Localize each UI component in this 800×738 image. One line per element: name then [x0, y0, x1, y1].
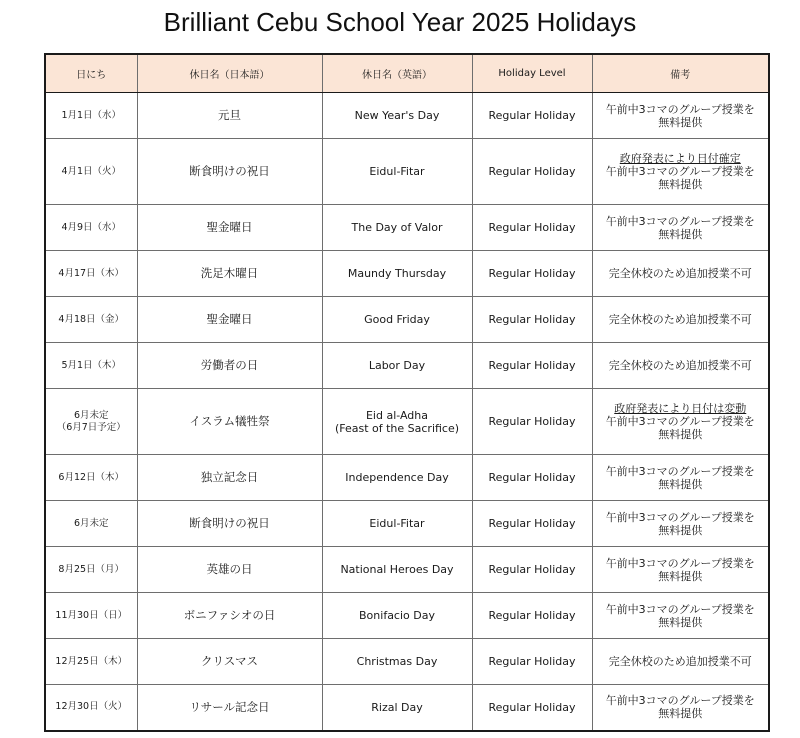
note-line-1: 完全休校のため追加授業不可 [608, 655, 752, 668]
date-text: 4月9日（水） [61, 221, 122, 233]
table-row [45, 639, 769, 685]
note-line-2: 無料提供 [658, 115, 703, 129]
holiday-name-en-cell [322, 297, 472, 343]
notes-cell [592, 639, 769, 685]
holiday-level: Regular Holiday [472, 139, 592, 205]
notes-cell [592, 593, 769, 639]
holiday-name-jp: 独立記念日 [137, 455, 322, 501]
notes-cell [592, 501, 769, 547]
notes-cell [592, 205, 769, 251]
header-holiday-level: Holiday Level [472, 54, 592, 93]
table-row [45, 593, 769, 639]
date-cell [45, 389, 137, 455]
date-cell [45, 639, 137, 685]
date-text: 4月1日（火） [61, 165, 122, 177]
date-cell [45, 139, 137, 205]
holiday-level: Regular Holiday [472, 593, 592, 639]
date-cell [45, 501, 137, 547]
note-line-1: 政府発表により日付は変動 [614, 402, 747, 415]
note-line-1: 午前中3コマのグループ授業を [605, 556, 755, 570]
notes-cell [592, 389, 769, 455]
header-name-en: 休日名（英語） [322, 54, 472, 93]
note-line-1: 午前中3コマのグループ授業を [605, 102, 755, 116]
table-row [45, 501, 769, 547]
holiday-level: Regular Holiday [472, 547, 592, 593]
notes-cell [592, 685, 769, 731]
holiday-name-en-cell [322, 93, 472, 139]
holiday-name-en-cell [322, 639, 472, 685]
header-name-jp: 休日名（日本語） [137, 54, 322, 93]
table-row [45, 251, 769, 297]
holiday-name-jp: 英雄の日 [137, 547, 322, 593]
holiday-name-en-cell [322, 389, 472, 455]
note-line-1: 完全休校のため追加授業不可 [608, 267, 752, 280]
holiday-name-en-cell [322, 251, 472, 297]
holiday-name-en: Eidul-Fitar [369, 165, 425, 178]
notes-cell [592, 455, 769, 501]
holiday-name-en: Good Friday [364, 313, 430, 326]
note-line-2: 無料提供 [658, 615, 703, 629]
date-cell [45, 205, 137, 251]
holiday-name-en-cell [322, 139, 472, 205]
holidays-table [44, 53, 770, 732]
holiday-name-en: Eidul-Fitar [369, 517, 425, 530]
holiday-name-en-cell [322, 593, 472, 639]
holiday-name-jp: 元旦 [137, 93, 322, 139]
date-cell [45, 297, 137, 343]
date-cell [45, 455, 137, 501]
table-row [45, 297, 769, 343]
note-line-2: 午前中3コマのグループ授業を [605, 415, 755, 428]
holiday-name-jp: 聖金曜日 [137, 205, 322, 251]
note-line-2: 無料提供 [658, 477, 703, 491]
holiday-name-en: Eid al-Adha [365, 408, 429, 422]
holiday-level: Regular Holiday [472, 251, 592, 297]
note-line-1: 午前中3コマのグループ授業を [605, 694, 755, 708]
header-notes: 備考 [592, 54, 769, 93]
table-row [45, 93, 769, 139]
table-row [45, 139, 769, 205]
date-cell [45, 93, 137, 139]
holiday-name-en-cell [322, 455, 472, 501]
holiday-name-jp: ボニファシオの日 [137, 593, 322, 639]
note-line-1: 午前中3コマのグループ授業を [605, 464, 755, 478]
date-text: 11月30日（日） [55, 609, 128, 621]
notes-cell [592, 93, 769, 139]
holiday-name-en: Rizal Day [371, 700, 423, 714]
page-title: Brilliant Cebu School Year 2025 Holidays [163, 7, 637, 37]
holiday-name-en-cell [322, 343, 472, 389]
header-date: 日にち [45, 54, 137, 93]
date-text: 6月未定 [73, 517, 109, 529]
holiday-name-en: The Day of Valor [351, 221, 443, 234]
date-text: 12月30日（火） [55, 701, 128, 713]
holiday-name-en: Maundy Thursday [347, 267, 447, 280]
holiday-level: Regular Holiday [472, 639, 592, 685]
note-line-1: 午前中3コマのグループ授業を [605, 510, 755, 524]
table-row [45, 389, 769, 455]
holiday-level: Regular Holiday [472, 501, 592, 547]
date-text: 4月18日（金） [58, 313, 125, 325]
holiday-name-jp: 聖金曜日 [137, 297, 322, 343]
date-text: 4月17日（木） [58, 267, 125, 279]
holiday-name-jp: イスラム犠牲祭 [137, 389, 322, 455]
holiday-level: Regular Holiday [472, 455, 592, 501]
holiday-level: Regular Holiday [472, 205, 592, 251]
note-line-1: 午前中3コマのグループ授業を [605, 602, 755, 616]
holiday-name-jp: 断食明けの祝日 [137, 139, 322, 205]
holiday-name-jp: リサール記念日 [137, 685, 322, 731]
date-cell [45, 685, 137, 731]
holiday-name-en: Christmas Day [356, 655, 438, 668]
holiday-name-en-cell [322, 501, 472, 547]
holiday-level: Regular Holiday [472, 343, 592, 389]
notes-cell [592, 343, 769, 389]
holiday-level: Regular Holiday [472, 297, 592, 343]
date-text: 5月1日（木） [61, 359, 122, 371]
note-line-2: 午前中3コマのグループ授業を [605, 165, 755, 178]
table-row [45, 685, 769, 731]
holiday-name-jp: 断食明けの祝日 [137, 501, 322, 547]
note-line-2: 無料提供 [658, 707, 703, 721]
notes-cell [592, 297, 769, 343]
note-line-1: 完全休校のため追加授業不可 [608, 359, 752, 372]
holiday-name-en-sub: (Feast of the Sacrifice) [334, 421, 460, 435]
holiday-name-en: Independence Day [345, 471, 449, 484]
table-row [45, 343, 769, 389]
holiday-name-jp: クリスマス [137, 639, 322, 685]
notes-cell [592, 251, 769, 297]
table-row [45, 205, 769, 251]
date-text: 12月25日（木） [55, 655, 128, 667]
notes-cell [592, 139, 769, 205]
holiday-name-en: Bonifacio Day [359, 609, 435, 622]
date-text: 6月12日（木） [58, 471, 125, 483]
notes-cell [592, 547, 769, 593]
holiday-name-en: National Heroes Day [340, 563, 454, 576]
holiday-level: Regular Holiday [472, 389, 592, 455]
note-line-3: 無料提供 [658, 178, 703, 191]
date-text: 1月1日（水） [61, 109, 122, 121]
date-cell [45, 593, 137, 639]
note-line-2: 無料提供 [658, 523, 703, 537]
holiday-name-en-cell [322, 685, 472, 731]
holiday-name-en: Labor Day [368, 359, 426, 372]
date-text: 8月25日（月） [58, 563, 125, 575]
holiday-name-en-cell [322, 547, 472, 593]
note-line-1: 完全休校のため追加授業不可 [608, 313, 752, 326]
holiday-name-jp: 労働者の日 [137, 343, 322, 389]
table-header-row [45, 54, 769, 93]
note-line-2: 無料提供 [658, 227, 703, 241]
date-cell [45, 251, 137, 297]
holiday-name-en-cell [322, 205, 472, 251]
table-row [45, 547, 769, 593]
date-cell [45, 547, 137, 593]
note-line-2: 無料提供 [658, 569, 703, 583]
holiday-level: Regular Holiday [472, 685, 592, 731]
holiday-name-en: New Year's Day [354, 109, 440, 122]
holiday-level: Regular Holiday [472, 93, 592, 139]
note-line-1: 午前中3コマのグループ授業を [605, 214, 755, 228]
note-line-1: 政府発表により日付確定 [619, 152, 741, 165]
note-line-3: 無料提供 [658, 428, 703, 441]
table-row [45, 455, 769, 501]
holiday-name-jp: 洗足木曜日 [137, 251, 322, 297]
date-text: 6月未定 [73, 409, 109, 421]
date-tentative: （6月7日予定） [56, 421, 126, 433]
date-cell [45, 343, 137, 389]
